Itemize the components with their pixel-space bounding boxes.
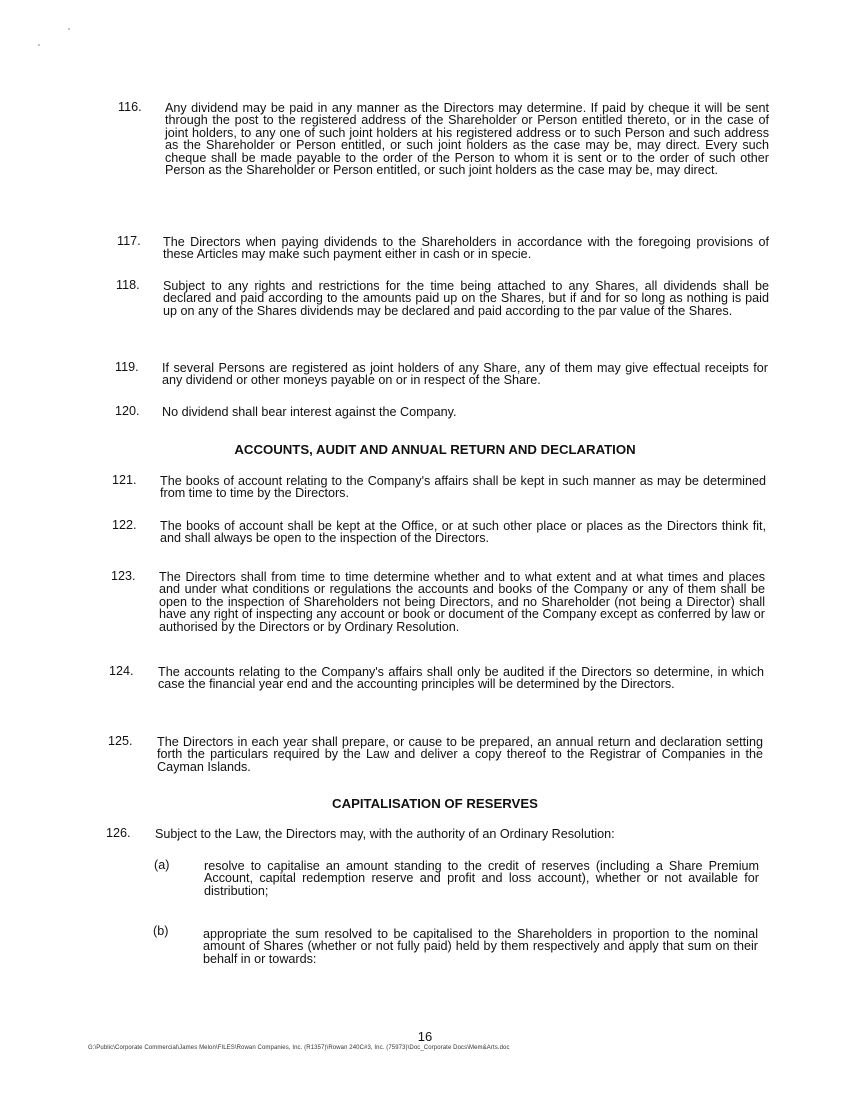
clause-text: Subject to any rights and restrictions for the time being attached to any Shares, all dividends shall be declared and paid according to the amounts paid up on the Shares, but if and for so long as nothing is paid up on any of the Shares dividends may be declared and paid according to the par value of the Shares. bbox=[163, 279, 769, 318]
clause-number: 126. bbox=[106, 826, 131, 840]
clause-number: 122. bbox=[112, 518, 137, 532]
clause-number: 124. bbox=[109, 664, 134, 678]
clause-number: 116. bbox=[118, 100, 142, 114]
clause-text: Any dividend may be paid in any manner as the Directors may determine. If paid by cheque it will be sent through the post to the registered address of the Shareholder or Person entitled thereto, or in the case of joint holders, to any one of such joint holders at his registered address or to such Person and such address as the Shareholder or Person entitled, or such joint holders as the case may be, may direct. Every such cheque shall be made payable to the order of the Person to whom it is sent or to the order of such other Person as the Shareholder or Person entitled, or such joint holders as the case may be, may direct. bbox=[165, 101, 769, 178]
scan-speck bbox=[68, 28, 70, 30]
clause-text: The accounts relating to the Company's affairs shall only be audited if the Directors so determine, in which case the financial year end and the accounting principles will be determined by the Directors. bbox=[158, 665, 764, 692]
footer-file-path: G:\Public\Corporate Commercial\James Melon\FILES\Rowan Companies, Inc. (R1357)\Rowan 240C#3, Inc. (75973)\Doc_Corporate Docs\Mem&Arts.doc bbox=[88, 1045, 510, 1051]
clause-text: The books of account relating to the Company's affairs shall be kept in such manner as may be determined from time to time by the Directors. bbox=[160, 474, 766, 501]
section-heading-capitalisation: CAPITALISATION OF RESERVES bbox=[332, 796, 538, 811]
clause-text: The Directors shall from time to time determine whether and to what extent and at what times and places and under what conditions or regulations the accounts and books of the Company or any of them shall be open to the inspection of Shareholders not being Directors, and no Shareholder (not being a Director) shall have any right of inspecting any account or book or document of the Company except as conferred by law or authorised by the Directors or by Ordinary Resolution. bbox=[159, 570, 765, 634]
clause-text: If several Persons are registered as joint holders of any Share, any of them may give effectual receipts for any dividend or other moneys payable on or in respect of the Share. bbox=[162, 361, 768, 388]
clause-number: 117. bbox=[117, 234, 141, 248]
clause-text: The Directors in each year shall prepare, or cause to be prepared, an annual return and declaration setting forth the particulars required by the Law and deliver a copy thereof to the Registrar of Companies in the Cayman Islands. bbox=[157, 735, 763, 774]
clause-text: Subject to the Law, the Directors may, with the authority of an Ordinary Resolution: bbox=[155, 827, 615, 841]
clause-number: 125. bbox=[108, 734, 133, 748]
subclause-text: appropriate the sum resolved to be capitalised to the Shareholders in proportion to the nominal amount of Shares (whether or not fully paid) held by them respectively and apply that sum on their behalf in or towards: bbox=[203, 927, 758, 966]
subclause-label: (b) bbox=[153, 924, 169, 938]
scan-speck bbox=[38, 44, 40, 46]
section-heading-accounts: ACCOUNTS, AUDIT AND ANNUAL RETURN AND DECLARATION bbox=[234, 442, 636, 457]
subclause-label: (a) bbox=[154, 858, 170, 872]
clause-number: 119. bbox=[115, 360, 139, 374]
clause-number: 123. bbox=[111, 569, 136, 583]
page-number: 16 bbox=[417, 1029, 433, 1044]
clause-text: The Directors when paying dividends to the Shareholders in accordance with the foregoing provisions of these Articles may make such payment either in cash or in specie. bbox=[163, 235, 769, 262]
clause-number: 120. bbox=[115, 404, 140, 418]
clause-number: 118. bbox=[116, 278, 140, 292]
clause-text: No dividend shall bear interest against the Company. bbox=[162, 405, 457, 419]
clause-text: The books of account shall be kept at the Office, or at such other place or places as the Directors think fit, and shall always be open to the inspection of the Directors. bbox=[160, 519, 766, 546]
clause-number: 121. bbox=[112, 473, 137, 487]
subclause-text: resolve to capitalise an amount standing to the credit of reserves (including a Share Premium Account, capital redemption reserve and profit and loss account), whether or not available for distribution; bbox=[204, 859, 759, 898]
